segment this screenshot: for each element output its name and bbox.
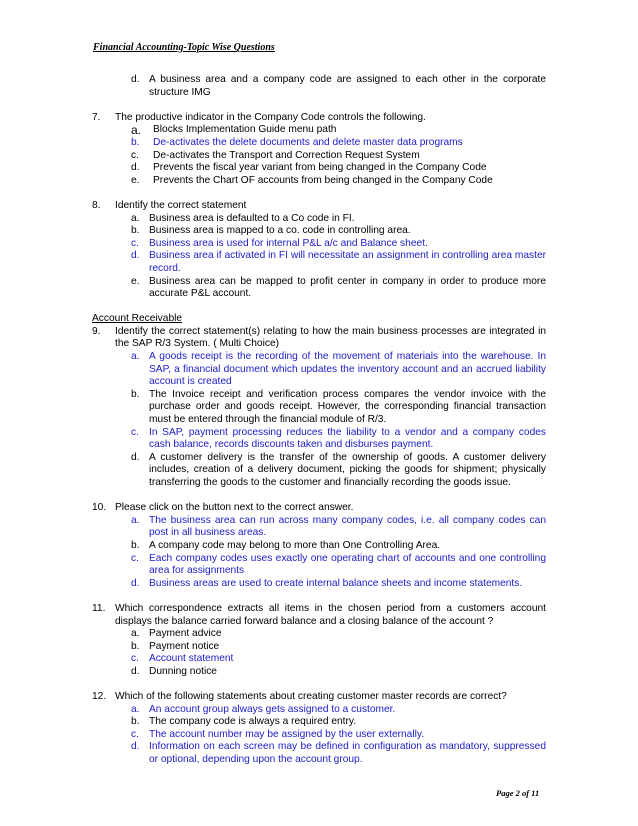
option-text: In SAP, payment processing reduces the liability to a vendor and a company codes cash balance, records discounts taken and disburses payment. — [149, 426, 546, 451]
option-11b — [92, 641, 546, 654]
option-text: Business area is mapped to a co. code in controlling area. — [149, 225, 411, 237]
question-number: 7. — [92, 111, 101, 123]
option-letter: a. — [131, 703, 140, 715]
option-text: The business area can run across many company codes, i.e. all company codes can post in all business areas. — [149, 514, 546, 539]
question-number: 10. — [92, 502, 107, 514]
question-8 — [92, 200, 546, 213]
question-number: 12. — [92, 691, 107, 703]
question-7-options — [92, 124, 546, 187]
option-letter: a. — [131, 351, 140, 363]
option-text: Prevents the fiscal year variant from being changed in the Company Code — [153, 162, 487, 174]
option-letter: b. — [131, 225, 140, 237]
option-9c — [92, 427, 546, 452]
option-letter: b. — [131, 539, 140, 551]
page-header-title: Financial Accounting-Topic Wise Questions — [93, 42, 275, 53]
option-text: Payment notice — [149, 640, 220, 652]
option-11d — [92, 666, 546, 679]
option-text: Blocks Implementation Guide menu path — [153, 124, 337, 136]
option-8e — [92, 276, 546, 301]
option-text: Information on each screen may be defined in configuration as mandatory, suppressed or optional, depending upon the account group. — [149, 741, 546, 766]
option-letter: c. — [131, 653, 139, 665]
option-text: Each company codes uses exactly one operating chart of accounts and one controlling area for assignments — [149, 552, 546, 577]
option-9b — [92, 389, 546, 427]
question-8-options — [92, 213, 546, 301]
option-8a — [92, 213, 546, 226]
option-letter: d. — [131, 665, 140, 677]
option-letter: b. — [131, 716, 140, 728]
option-letter: b. — [131, 640, 140, 652]
option-7e — [92, 175, 546, 188]
option-letter: d. — [131, 162, 140, 174]
question-text: Identify the correct statement(s) relating to how the main business processes are integrated in the SAP R/3 System. ( Multi Choice) — [115, 325, 546, 350]
option-letter: d. — [131, 250, 140, 262]
option-letter: b. — [131, 388, 140, 400]
option-9a — [92, 351, 546, 389]
option-10b — [92, 540, 546, 553]
question-12 — [92, 691, 546, 704]
option-text: Business area can be mapped to profit center in company in order to produce more accurate P&L account. — [149, 275, 546, 300]
option-text: A business area and a company code are assigned to each other in the corporate structure IMG — [149, 74, 546, 98]
option-letter: a. — [131, 123, 142, 138]
option-letter: c. — [131, 149, 139, 161]
option-text: Prevents the Chart OF accounts from being changed in the Company Code — [153, 174, 493, 186]
page-number-footer: Page 2 of 11 — [496, 788, 540, 798]
option-text: A company code may belong to more than One Controlling Area. — [149, 539, 441, 551]
option-text: The Invoice receipt and verification process compares the vendor invoice with the purchase order and goods receipt. However, the corresponding financial transaction must be entered through the financial module of R/3. — [149, 388, 546, 426]
option-letter: d. — [131, 577, 140, 589]
option-9d — [92, 452, 546, 490]
option-text: Business area if activated in FI will necessitate an assignment in controlling area master record. — [149, 250, 546, 274]
option-letter: e. — [131, 174, 140, 186]
option-text: Business area is used for internal P&L a/c and Balance sheet. — [149, 237, 428, 249]
option-12a — [92, 704, 546, 717]
option-letter: e. — [131, 275, 140, 287]
question-9-options — [92, 351, 546, 490]
question-11-options — [92, 628, 546, 678]
option-letter: c. — [131, 237, 139, 249]
question-11 — [92, 603, 546, 628]
question-9 — [92, 326, 546, 351]
option-text: The account number may be assigned by the user externally. — [149, 728, 425, 740]
option-letter: c. — [131, 728, 139, 740]
option-12c — [92, 729, 546, 742]
option-8b — [92, 225, 546, 238]
question-7 — [92, 112, 546, 125]
question-document — [92, 74, 546, 767]
option-12d — [92, 741, 546, 766]
option-7c — [92, 150, 546, 163]
option-letter: a. — [131, 628, 140, 640]
option-10c — [92, 553, 546, 578]
option-letter: a. — [131, 514, 140, 526]
question-number: 8. — [92, 199, 101, 211]
option-text: Payment advice — [149, 628, 222, 640]
question-number: 9. — [92, 325, 101, 337]
option-text: Account statement — [149, 653, 234, 665]
option-11c — [92, 653, 546, 666]
option-7a — [92, 124, 546, 137]
question-10-options — [92, 515, 546, 591]
question-text: The productive indicator in the Company Code controls the following. — [115, 111, 426, 123]
option-7d — [92, 162, 546, 175]
option-letter: d. — [131, 74, 140, 85]
option-text: De-activates the Transport and Correction Request System — [153, 149, 420, 161]
option-10a — [92, 515, 546, 540]
option-text: An account group always gets assigned to a customer. — [149, 703, 396, 715]
question-text: Which correspondence extracts all items in the chosen period from a customers account displays the balance carried forward balance and a closing balance of the account ? — [115, 602, 546, 627]
option-text: Business area is defaulted to a Co code in FI. — [149, 212, 355, 224]
option-letter: d. — [131, 451, 140, 463]
option-8c — [92, 238, 546, 251]
option-text: De-activates the delete documents and delete master data programs — [153, 136, 463, 148]
question-number: 11. — [92, 602, 106, 614]
option-letter: d. — [131, 741, 140, 753]
option-text: Dunning notice — [149, 665, 217, 677]
option-10d — [92, 578, 546, 591]
option-8d — [92, 250, 546, 275]
section-heading-account-receivable: Account Receivable — [92, 313, 183, 325]
question-10 — [92, 502, 546, 515]
option-11a — [92, 628, 546, 641]
option-letter: c. — [131, 552, 139, 564]
question-text: Which of the following statements about creating customer master records are correct? — [115, 691, 507, 703]
option-12b — [92, 716, 546, 729]
question-12-options — [92, 704, 546, 767]
option-letter: c. — [131, 426, 139, 438]
question-text: Identify the correct statement — [115, 199, 247, 211]
option-text: A customer delivery is the transfer of the ownership of goods. A customer delivery includes, creation of a delivery document, picking the goods for shipment; physically transferring the goods to the customer and financially recording the goods issue. — [149, 451, 546, 488]
option-letter: b. — [131, 136, 140, 148]
question-text: Please click on the button next to the correct answer. — [115, 502, 354, 514]
option-7b — [92, 137, 546, 150]
option-text: A goods receipt is the recording of the movement of materials into the warehouse. In SAP, a financial document which updates the inventory account and an accrued liability account is created — [149, 351, 546, 388]
option-text: The company code is always a required entry. — [149, 716, 357, 728]
option-letter: a. — [131, 212, 140, 224]
option-carryover-d — [92, 74, 546, 99]
option-text: Business areas are used to create internal balance sheets and income statements. — [149, 577, 523, 589]
